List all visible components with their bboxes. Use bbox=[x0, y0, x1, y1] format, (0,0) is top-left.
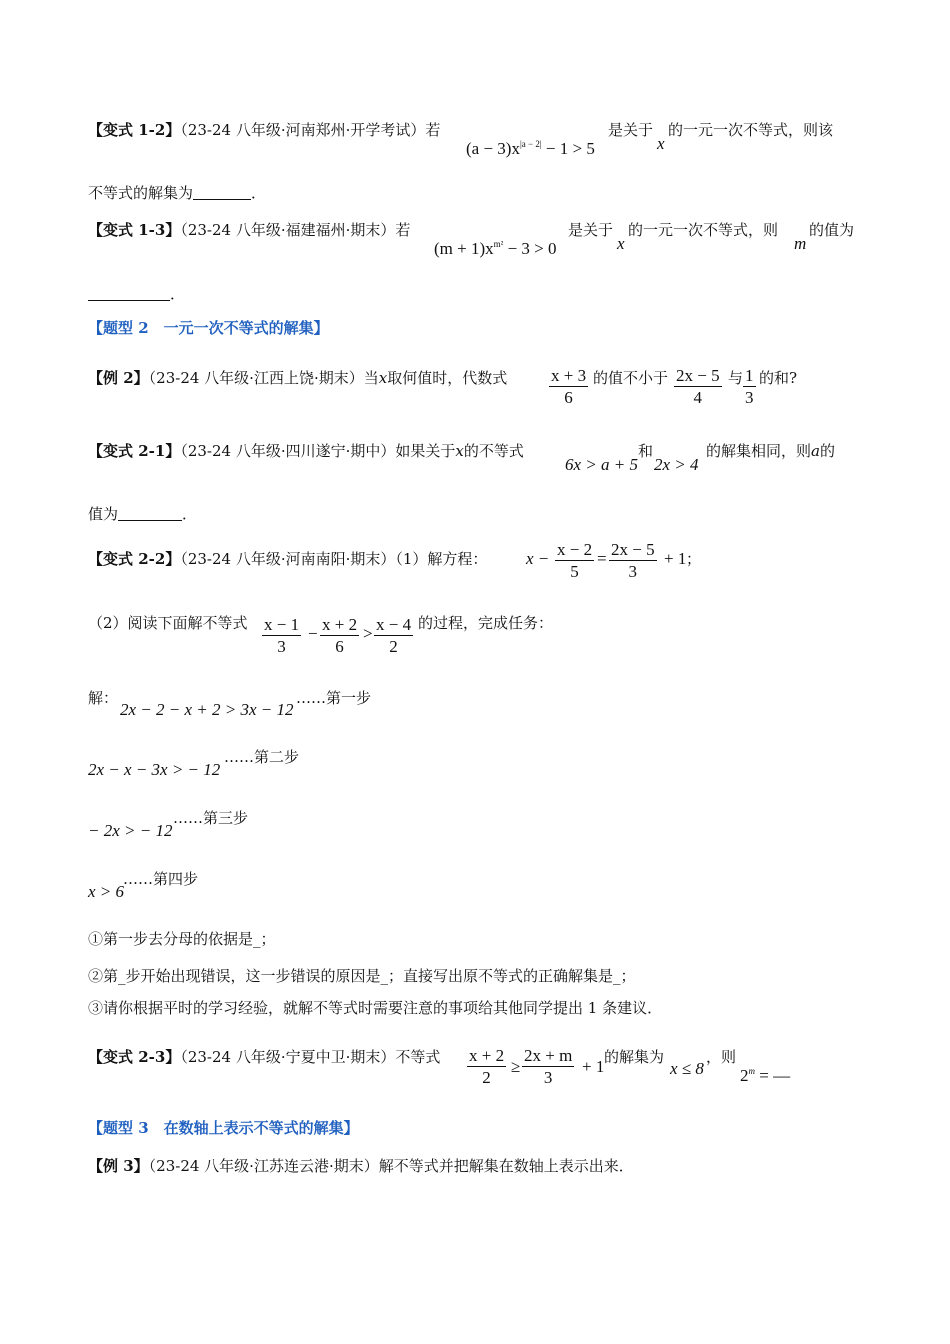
v22b-minus: − bbox=[308, 624, 318, 643]
v21-line1 bbox=[88, 441, 524, 461]
v12-text-a: 是关于 bbox=[608, 121, 654, 139]
e3-line bbox=[88, 1156, 634, 1176]
v23-solution: x ≤ 8 bbox=[670, 1059, 704, 1078]
v13-line1 bbox=[88, 220, 410, 240]
v13-lhs: (m + 1)x bbox=[434, 239, 494, 258]
section-title-3: 【题型 3 在数轴上表示不等式的解集】 bbox=[88, 1119, 359, 1137]
v12-end: ． bbox=[251, 184, 267, 202]
v12-source: （23-24 八年级·河南郑州·开学考试）若 bbox=[180, 121, 441, 139]
v21-inequality-1: 6x > a + 5 bbox=[565, 455, 638, 474]
v13-answer-blank[interactable] bbox=[88, 300, 170, 301]
v22-step2-expr: 2x − x − 3x > − 12 bbox=[88, 760, 221, 779]
v13-text-b: 的一元一次不等式，则 bbox=[628, 221, 779, 239]
v21-end: ． bbox=[182, 505, 198, 523]
v23-ge: ≥ bbox=[511, 1057, 521, 1076]
v13-label: 【变式 1-3】 bbox=[88, 221, 181, 239]
v22-step1-label: ……第一步 bbox=[296, 689, 372, 707]
v22-question-3: ③请你根据平时的学习经验，就解不等式时需要注意的事项给其他同学提出 1 条建议． bbox=[88, 999, 663, 1017]
v22-solve-label: 解： bbox=[88, 689, 119, 707]
v13-rhs: − 3 > 0 bbox=[503, 239, 557, 258]
v23-source: （23-24 八年级·宁夏中卫·期末）不等式 bbox=[180, 1048, 441, 1066]
v12-exponent: |a − 2| bbox=[519, 139, 542, 149]
v21-line1-end bbox=[706, 441, 835, 461]
e2-fraction-2: $\frac{2x - 5}{4}$ bbox=[676, 366, 720, 407]
e3-source: （23-24 八年级·江苏连云港·期末）解不等式并把解集在数轴上表示出来． bbox=[148, 1157, 634, 1175]
e2-text-c: 与 bbox=[728, 369, 744, 387]
v22-step3-label: ……第三步 bbox=[173, 809, 249, 827]
v21-text-d: 的 bbox=[819, 442, 835, 460]
v22-lead: x − bbox=[526, 549, 550, 568]
v22-step4-expr: x > 6 bbox=[88, 882, 125, 901]
v12-text-b: 的一元一次不等式，则该 bbox=[668, 121, 834, 139]
e2-text-a: 取何值时，代数式 bbox=[387, 369, 508, 387]
v22-step2-label: ……第二步 bbox=[224, 748, 300, 766]
v12-line1 bbox=[88, 120, 440, 140]
v12-label: 【变式 1-2】 bbox=[88, 121, 181, 139]
v13-var-m: m bbox=[794, 234, 807, 253]
v12-answer-blank[interactable] bbox=[193, 199, 251, 200]
v12-inequality bbox=[466, 134, 595, 159]
v22-part2-a: （2）阅读下面解不等式 bbox=[88, 614, 248, 632]
e2-text-d: 的和? bbox=[759, 369, 798, 387]
v22-source: （23-24 八年级·河南南阳·期末）（1）解方程： bbox=[180, 550, 488, 568]
v21-line2 bbox=[88, 504, 197, 524]
v12-rhs: − 1 > 5 bbox=[541, 139, 595, 158]
v23-label: 【变式 2-3】 bbox=[88, 1048, 181, 1066]
v21-label: 【变式 2-1】 bbox=[88, 442, 181, 460]
v22b-fraction-1: $\frac{x - 1}{3}$ bbox=[264, 615, 300, 656]
v22-label: 【变式 2-2】 bbox=[88, 550, 181, 568]
v13-inequality bbox=[434, 234, 557, 259]
v21-inequality-2: 2x > 4 bbox=[654, 455, 699, 474]
e2-fraction-3: $\frac{1}{3}$ bbox=[745, 366, 754, 407]
v13-text-a: 是关于 bbox=[568, 221, 614, 239]
v22-line1 bbox=[88, 549, 487, 569]
e2-text-b: 的值不小于 bbox=[593, 369, 669, 387]
v22b-fraction-3: $\frac{x - 4}{2}$ bbox=[376, 615, 412, 656]
v22-question-2: ②第_步开始出现错误，这一步错误的原因是_；直接写出原不等式的正确解集是_； bbox=[88, 967, 636, 985]
v22-step3-expr: − 2x > − 12 bbox=[88, 821, 173, 840]
v13-line2 bbox=[88, 284, 185, 304]
v21-text-a: 的不等式 bbox=[463, 442, 524, 460]
e2-var-x: x bbox=[378, 369, 388, 387]
v22b-fraction-2: $\frac{x + 2}{6}$ bbox=[322, 615, 358, 656]
e2-line bbox=[88, 368, 507, 388]
v22-equals: = bbox=[597, 549, 607, 568]
v13-exponent: m² bbox=[493, 239, 504, 249]
section-title-2: 【题型 2 一元一次不等式的解集】 bbox=[88, 319, 329, 337]
v22-step4-label: ……第四步 bbox=[123, 870, 199, 888]
v23-tail: + 1 bbox=[582, 1057, 605, 1076]
v22-step1-expr: 2x − 2 − x + 2 > 3x − 12 bbox=[120, 700, 294, 719]
v22-question-1: ①第一步去分母的依据是_； bbox=[88, 930, 276, 948]
v22-part2-b: 的过程，完成任务： bbox=[418, 614, 554, 632]
v22-end: ； bbox=[686, 550, 702, 568]
v12-text-c: 不等式的解集为 bbox=[88, 184, 194, 202]
v13-end: ． bbox=[170, 285, 186, 303]
v22-tail: + 1 bbox=[664, 549, 687, 568]
v12-var-x: x bbox=[657, 134, 665, 153]
v13-source: （23-24 八年级·福建福州·期末）若 bbox=[180, 221, 411, 239]
v23-query: $2^m$ = — bbox=[740, 1066, 791, 1085]
v21-var-x: x bbox=[455, 442, 464, 460]
v22b-gt: > bbox=[363, 624, 373, 643]
e2-source: （23-24 八年级·江西上饶·期末）当 bbox=[148, 369, 379, 387]
v12-line2 bbox=[88, 183, 266, 203]
v23-text-a: 的解集为 bbox=[604, 1048, 665, 1066]
v13-var-x: x bbox=[617, 234, 625, 253]
v12-lhs: (a − 3)x bbox=[466, 139, 520, 158]
v21-text-e: 值为 bbox=[88, 505, 119, 523]
v21-answer-blank[interactable] bbox=[118, 520, 182, 521]
e2-label: 【例 2】 bbox=[88, 369, 149, 387]
v21-source: （23-24 八年级·四川遂宁·期中）如果关于 bbox=[180, 442, 456, 460]
v21-text-b: 和 bbox=[638, 442, 654, 460]
v23-fraction-2: $\frac{2x + m}{3}$ bbox=[524, 1046, 573, 1087]
e2-fraction-1: $\frac{x + 3}{6}$ bbox=[551, 366, 587, 407]
v21-var-a: a bbox=[811, 442, 820, 460]
v22-fraction-2: $\frac{2x - 5}{3}$ bbox=[611, 540, 655, 581]
v21-text-c: 的解集相同，则 bbox=[706, 442, 812, 460]
v13-text-c: 的值为 bbox=[809, 221, 855, 239]
v23-query-exp: m bbox=[748, 1066, 755, 1076]
v22-fraction-1: $\frac{x - 2}{5}$ bbox=[557, 540, 593, 581]
e3-label: 【例 3】 bbox=[88, 1157, 149, 1175]
v23-line bbox=[88, 1047, 440, 1067]
v23-text-b: ，则 bbox=[706, 1048, 737, 1066]
v23-fraction-1: $\frac{x + 2}{2}$ bbox=[469, 1046, 505, 1087]
